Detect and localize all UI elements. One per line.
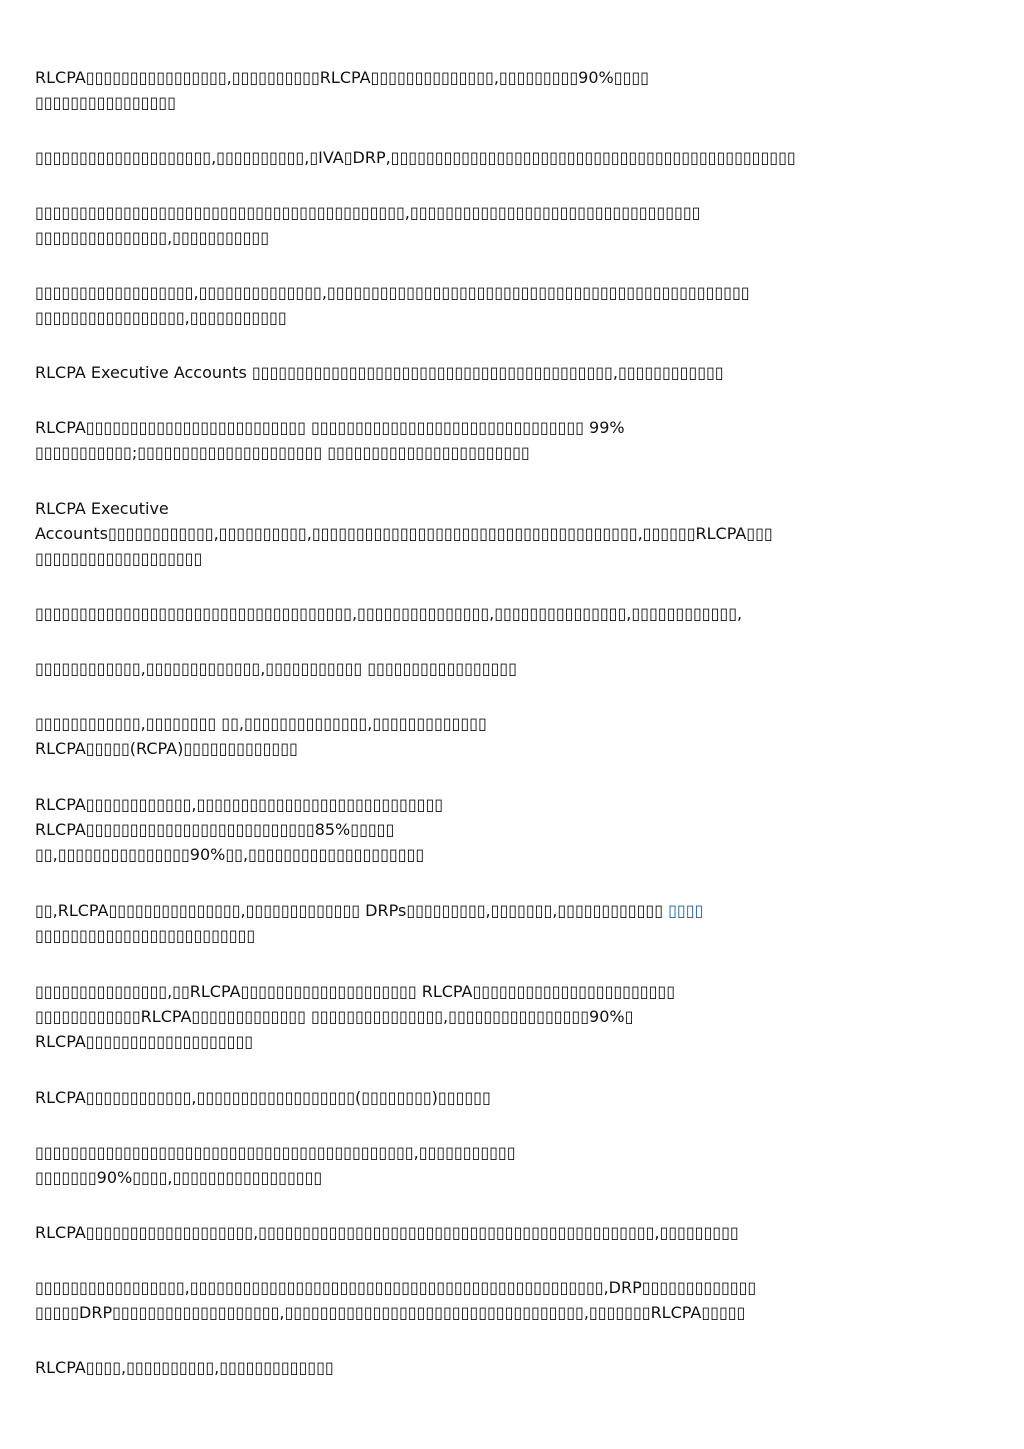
- paragraph-line: ▯▯▯▯▯▯▯▯▯▯▯;▯▯▯▯▯▯▯▯▯▯▯▯▯▯▯▯▯▯▯▯▯ ▯▯▯▯▯▯▯▯▯▯▯▯▯▯▯▯▯▯▯▯▯▯▯: [35, 443, 530, 462]
- paragraph-18: [35, 1355, 990, 1380]
- paragraph-2: [35, 145, 990, 170]
- paragraph-line: ▯▯▯▯▯▯▯▯▯▯▯▯▯▯▯,▯▯RLCPA▯▯▯▯▯▯▯▯▯▯▯▯▯▯▯▯▯▯▯▯ RLCPA▯▯▯▯▯▯▯▯▯▯▯▯▯▯▯▯▯▯▯▯▯▯▯: [35, 982, 675, 1001]
- paragraph-8: [35, 601, 990, 626]
- paragraph-1: [35, 65, 990, 115]
- paragraph-line: RLCPA Executive: [35, 499, 169, 518]
- inline-link[interactable]: ▯▯▯▯: [668, 901, 704, 920]
- paragraph-line: RLCPA▯▯▯▯▯▯▯▯▯▯▯▯▯▯▯▯▯▯▯▯▯▯▯▯▯▯85%▯▯▯▯▯: [35, 820, 395, 839]
- paragraph-line: ▯▯▯▯▯▯▯▯▯▯▯▯,▯▯▯▯▯▯▯▯ ▯▯,▯▯▯▯▯▯▯▯▯▯▯▯▯▯,▯▯▯▯▯▯▯▯▯▯▯▯▯: [35, 714, 487, 733]
- paragraph-13: [35, 979, 990, 1054]
- paragraph-line: RLCPA▯▯▯▯▯(RCPA)▯▯▯▯▯▯▯▯▯▯▯▯▯: [35, 739, 298, 758]
- paragraph-line: ▯▯▯▯▯▯▯▯▯▯▯▯▯▯▯▯▯▯▯▯▯▯▯▯▯▯▯▯▯▯▯▯▯▯▯▯▯▯▯▯▯▯,▯▯▯▯▯▯▯▯▯▯▯▯▯▯▯▯▯▯▯▯▯▯▯▯▯▯▯▯▯▯▯▯▯: [35, 203, 701, 222]
- paragraph-line: ▯▯▯▯▯▯▯▯▯▯▯▯▯▯▯▯▯▯,▯▯▯▯▯▯▯▯▯▯▯▯▯▯,▯▯▯▯▯▯▯▯▯▯▯▯▯▯▯▯▯▯▯▯▯▯▯▯▯▯▯▯▯▯▯▯▯▯▯▯▯▯▯▯▯▯▯▯▯▯▯▯: [35, 283, 750, 302]
- paragraph-line: RLCPA▯▯▯▯▯▯▯▯▯▯▯▯,▯▯▯▯▯▯▯▯▯▯▯▯▯▯▯▯▯▯(▯▯▯▯▯▯▯▯)▯▯▯▯▯▯: [35, 1088, 491, 1107]
- paragraph-16: [35, 1220, 990, 1245]
- paragraph-7: [35, 496, 990, 571]
- paragraph-14: [35, 1085, 990, 1110]
- paragraph-line: RLCPA▯▯▯▯,▯▯▯▯▯▯▯▯▯▯,▯▯▯▯▯▯▯▯▯▯▯▯▯: [35, 1358, 334, 1377]
- paragraph-12: [35, 898, 990, 948]
- paragraph-line-text: ▯▯,RLCPA▯▯▯▯▯▯▯▯▯▯▯▯▯▯▯,▯▯▯▯▯▯▯▯▯▯▯▯▯ DRPs▯▯▯▯▯▯▯▯▯,▯▯▯▯▯▯▯,▯▯▯▯▯▯▯▯▯▯▯▯: [35, 901, 669, 920]
- paragraph-line: ▯▯▯▯▯▯▯▯▯▯▯▯▯▯▯▯▯▯▯▯▯▯▯▯▯: [35, 926, 256, 945]
- paragraph-line: RLCPA▯▯▯▯▯▯▯▯▯▯▯▯▯▯▯▯,▯▯▯▯▯▯▯▯▯▯RLCPA▯▯▯▯▯▯▯▯▯▯▯▯▯▯,▯▯▯▯▯▯▯▯▯90%▯▯▯▯: [35, 68, 649, 87]
- paragraph-line: ▯▯▯▯▯▯▯▯▯▯▯▯▯▯▯▯▯▯▯▯,▯▯▯▯▯▯▯▯▯▯,▯IVA▯DRP,▯▯▯▯▯▯▯▯▯▯▯▯▯▯▯▯▯▯▯▯▯▯▯▯▯▯▯▯▯▯▯▯▯▯▯▯▯▯▯▯▯▯▯▯▯▯: [35, 148, 796, 167]
- paragraph-10: [35, 711, 990, 761]
- paragraph-line: RLCPA▯▯▯▯▯▯▯▯▯▯▯▯,▯▯▯▯▯▯▯▯▯▯▯▯▯▯▯▯▯▯▯▯▯▯▯▯▯▯▯▯: [35, 795, 444, 814]
- paragraph-line: ▯▯▯▯▯DRP▯▯▯▯▯▯▯▯▯▯▯▯▯▯▯▯▯▯▯,▯▯▯▯▯▯▯▯▯▯▯▯▯▯▯▯▯▯▯▯▯▯▯▯▯▯▯▯▯▯▯▯▯▯,▯▯▯▯▯▯▯RLCPA▯▯▯▯▯: [35, 1303, 746, 1322]
- paragraph-9: [35, 656, 990, 681]
- paragraph-line: ▯▯▯▯▯▯▯90%▯▯▯▯,▯▯▯▯▯▯▯▯▯▯▯▯▯▯▯▯▯: [35, 1168, 323, 1187]
- paragraph-6: [35, 415, 990, 465]
- paragraph-line: RLCPA▯▯▯▯▯▯▯▯▯▯▯▯▯▯▯▯▯▯▯: [35, 1032, 254, 1051]
- paragraph-line: ▯▯▯▯▯▯▯▯▯▯▯▯▯▯▯,▯▯▯▯▯▯▯▯▯▯▯: [35, 228, 270, 247]
- paragraph-line: ▯▯▯▯▯▯▯▯▯▯▯▯▯▯▯▯▯,▯▯▯▯▯▯▯▯▯▯▯: [35, 308, 287, 327]
- paragraph-line: ▯▯▯▯▯▯▯▯▯▯▯▯▯▯▯▯▯▯▯▯▯▯▯▯▯▯▯▯▯▯▯▯▯▯▯▯▯▯▯▯▯▯▯,▯▯▯▯▯▯▯▯▯▯▯: [35, 1143, 516, 1162]
- paragraph-11: [35, 792, 990, 867]
- paragraph-line: ▯▯▯▯▯▯▯▯▯▯▯▯▯▯▯▯: [35, 93, 176, 112]
- paragraph-line: ▯▯▯▯▯▯▯▯▯▯▯▯▯▯▯▯▯▯▯▯▯▯▯▯▯▯▯▯▯▯▯▯▯▯▯▯,▯▯▯▯▯▯▯▯▯▯▯▯▯▯▯,▯▯▯▯▯▯▯▯▯▯▯▯▯▯▯,▯▯▯▯▯▯▯▯▯▯▯▯,: [35, 604, 743, 623]
- paragraph-5: [35, 360, 990, 385]
- paragraph-line: RLCPA▯▯▯▯▯▯▯▯▯▯▯▯▯▯▯▯▯▯▯▯▯▯▯▯▯ ▯▯▯▯▯▯▯▯▯▯▯▯▯▯▯▯▯▯▯▯▯▯▯▯▯▯▯▯▯▯▯ 99%: [35, 418, 625, 437]
- paragraph-line: ▯▯▯▯▯▯▯▯▯▯▯▯▯▯▯▯▯,▯▯▯▯▯▯▯▯▯▯▯▯▯▯▯▯▯▯▯▯▯▯▯▯▯▯▯▯▯▯▯▯▯▯▯▯▯▯▯▯▯▯▯▯▯▯▯,DRP▯▯▯▯▯▯▯▯▯▯▯▯▯: [35, 1278, 757, 1297]
- paragraph-line: ▯▯▯▯▯▯▯▯▯▯▯▯,▯▯▯▯▯▯▯▯▯▯▯▯▯,▯▯▯▯▯▯▯▯▯▯▯ ▯▯▯▯▯▯▯▯▯▯▯▯▯▯▯▯▯: [35, 659, 517, 678]
- paragraph-line: ▯▯,▯▯▯▯▯▯▯▯▯▯▯▯▯▯▯90%▯▯,▯▯▯▯▯▯▯▯▯▯▯▯▯▯▯▯▯▯▯▯: [35, 845, 425, 864]
- paragraph-line: RLCPA▯▯▯▯▯▯▯▯▯▯▯▯▯▯▯▯▯▯▯,▯▯▯▯▯▯▯▯▯▯▯▯▯▯▯▯▯▯▯▯▯▯▯▯▯▯▯▯▯▯▯▯▯▯▯▯▯▯▯▯▯▯▯▯▯,▯▯▯▯▯▯▯▯▯: [35, 1223, 739, 1242]
- paragraph-line: RLCPA Executive Accounts ▯▯▯▯▯▯▯▯▯▯▯▯▯▯▯▯▯▯▯▯▯▯▯▯▯▯▯▯▯▯▯▯▯▯▯▯▯▯▯▯▯,▯▯▯▯▯▯▯▯▯▯▯▯: [35, 363, 724, 382]
- paragraph-3: [35, 200, 990, 250]
- paragraph-line: ▯▯▯▯▯▯▯▯▯▯▯▯RLCPA▯▯▯▯▯▯▯▯▯▯▯▯▯ ▯▯▯▯▯▯▯▯▯▯▯▯▯▯▯,▯▯▯▯▯▯▯▯▯▯▯▯▯▯▯▯90%▯: [35, 1007, 634, 1026]
- paragraph-15: [35, 1140, 990, 1190]
- paragraph-line: ▯▯▯▯▯▯▯▯▯▯▯▯▯▯▯▯▯▯▯: [35, 549, 203, 568]
- paragraph-line: Accounts▯▯▯▯▯▯▯▯▯▯▯▯,▯▯▯▯▯▯▯▯▯▯,▯▯▯▯▯▯▯▯▯▯▯▯▯▯▯▯▯▯▯▯▯▯▯▯▯▯▯▯▯▯▯▯▯▯▯▯▯,▯▯▯▯▯▯RLCPA▯▯▯: [35, 524, 773, 543]
- paragraph-17: [35, 1275, 990, 1325]
- paragraph-line: [35, 898, 990, 923]
- paragraph-4: [35, 280, 990, 330]
